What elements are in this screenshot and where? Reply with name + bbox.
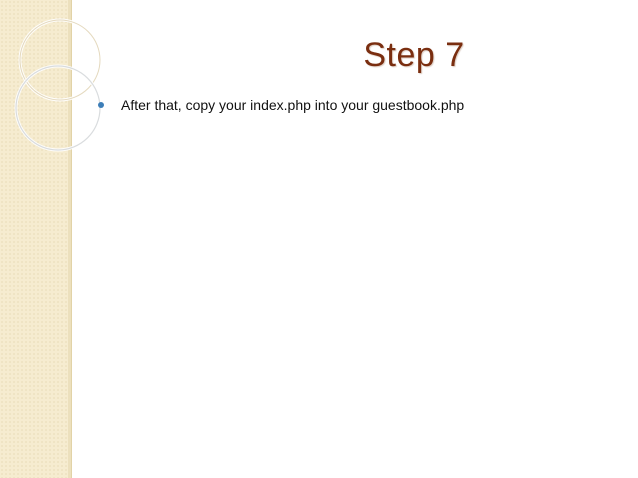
bullet-list [98,97,618,113]
list-item [98,97,618,113]
slide-title: Step 7 [363,36,465,74]
bullet-text: After that, copy your index.php into your guestbook.php [121,97,465,113]
bullet-icon [98,102,104,108]
decorative-rings [0,0,110,170]
